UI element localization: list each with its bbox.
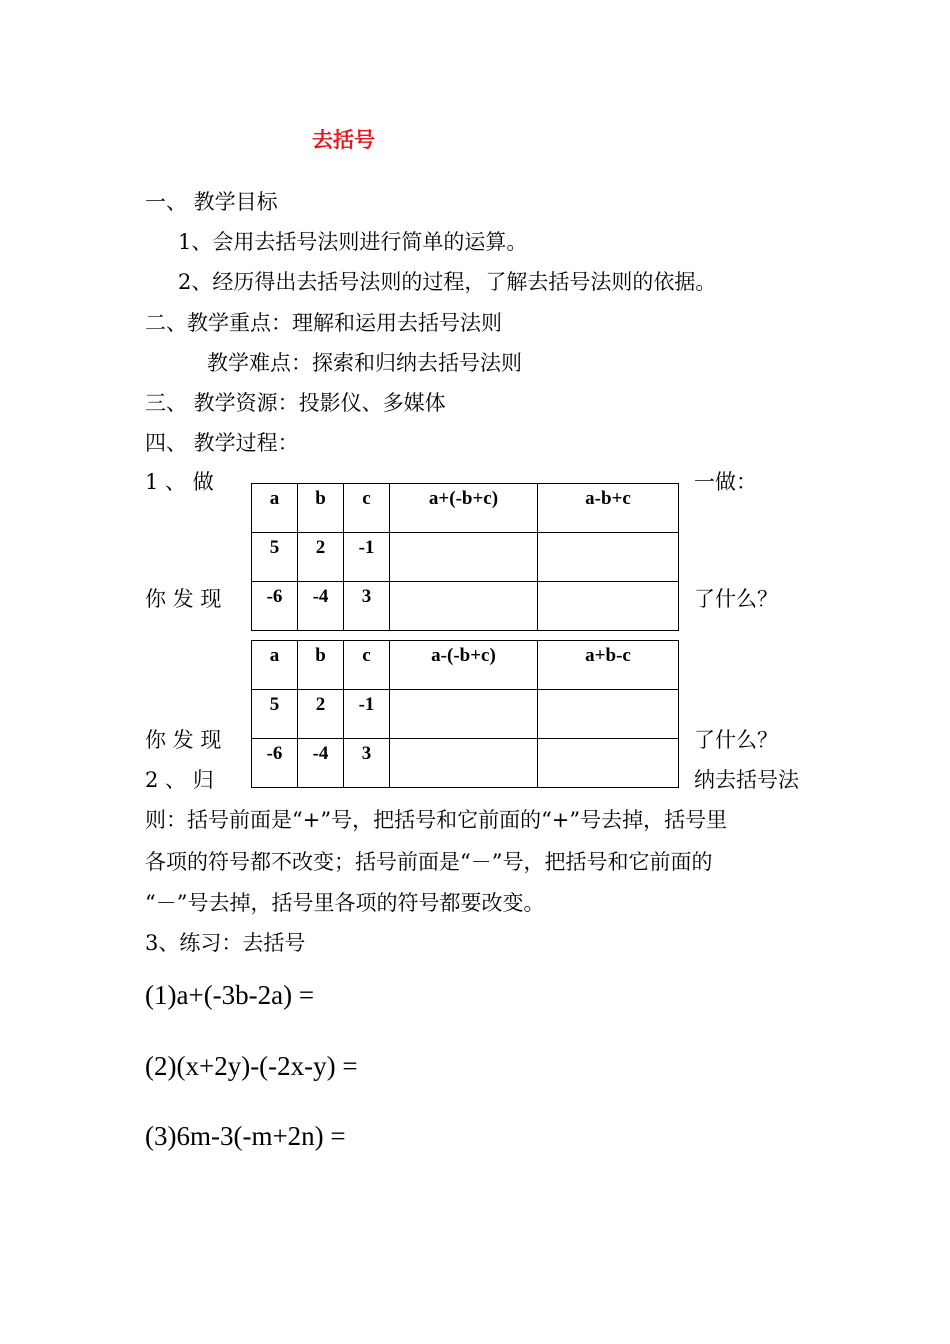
table-header-cell: a+(-b+c): [390, 484, 538, 533]
table-cell: 3: [344, 582, 390, 631]
table-row: [252, 533, 679, 582]
page-title: 去括号: [312, 128, 375, 152]
goals-heading: 一、 教学目标: [145, 190, 278, 214]
found-left-1: 你 发 现: [145, 587, 222, 611]
table-header-cell: c: [344, 641, 390, 690]
found-right-2: 了什么？: [694, 728, 778, 752]
table-header-cell: b: [298, 484, 344, 533]
table-header-cell: a: [252, 641, 298, 690]
table-header-row: [252, 641, 679, 690]
process-heading: 四、 教学过程：: [145, 431, 299, 455]
table-header-cell: a-(-b+c): [390, 641, 538, 690]
difficulty: 教学难点：探索和归纳去括号法则: [207, 351, 522, 375]
table-cell: [538, 533, 679, 582]
rule-line-3: “－”号去掉，括号里各项的符号都要改变。: [145, 891, 545, 915]
table-cell: 5: [252, 533, 298, 582]
table-cell: -6: [252, 582, 298, 631]
table-header-cell: c: [344, 484, 390, 533]
exercise-3: (3)6m-3(-m+2n) =: [145, 1121, 346, 1151]
table-header-cell: b: [298, 641, 344, 690]
table-header-cell: a-b+c: [538, 484, 679, 533]
table-cell: -4: [298, 739, 344, 788]
exercise-2: (2)(x+2y)-(-2x-y) =: [145, 1051, 358, 1081]
goal-1: 1、会用去括号法则进行简单的运算。: [178, 230, 528, 254]
table-cell: -1: [344, 533, 390, 582]
table-cell: [390, 582, 538, 631]
step2-right: 纳去括号法: [694, 768, 799, 792]
step1-left: 1 、 做: [145, 470, 214, 494]
table-header-row: [252, 484, 679, 533]
table-cell: -6: [252, 739, 298, 788]
table-cell: [390, 739, 538, 788]
table-cell: -4: [298, 582, 344, 631]
practice-heading: 3、练习：去括号: [145, 931, 306, 955]
table-cell: 3: [344, 739, 390, 788]
table-row: [252, 582, 679, 631]
rule-line-2: 各项的符号都不改变；括号前面是“－”号，把括号和它前面的: [145, 850, 713, 874]
table-cell: [390, 690, 538, 739]
table-cell: [538, 582, 679, 631]
table-row: [252, 690, 679, 739]
table-header-cell: a+b-c: [538, 641, 679, 690]
key-point: 二、教学重点：理解和运用去括号法则: [145, 311, 502, 335]
table-cell: 5: [252, 690, 298, 739]
goal-2: 2、经历得出去括号法则的过程，了解去括号法则的依据。: [178, 270, 717, 294]
table-row: [252, 739, 679, 788]
resources: 三、 教学资源：投影仪、多媒体: [145, 391, 446, 415]
table-2: [251, 640, 679, 788]
table-1: [251, 483, 679, 631]
table-cell: [538, 690, 679, 739]
table-cell: 2: [298, 690, 344, 739]
table-cell: [538, 739, 679, 788]
found-left-2: 你 发 现: [145, 728, 222, 752]
table-cell: -1: [344, 690, 390, 739]
step1-right: 一做：: [694, 470, 757, 494]
exercise-1: (1)a+(-3b-2a) =: [145, 980, 315, 1010]
step2-left: 2 、 归: [145, 768, 214, 792]
found-right-1: 了什么？: [694, 587, 778, 611]
table-header-cell: a: [252, 484, 298, 533]
table-cell: [390, 533, 538, 582]
table-cell: 2: [298, 533, 344, 582]
rule-line-1: 则：括号前面是“+”号，把括号和它前面的“+”号去掉，括号里: [145, 808, 728, 832]
